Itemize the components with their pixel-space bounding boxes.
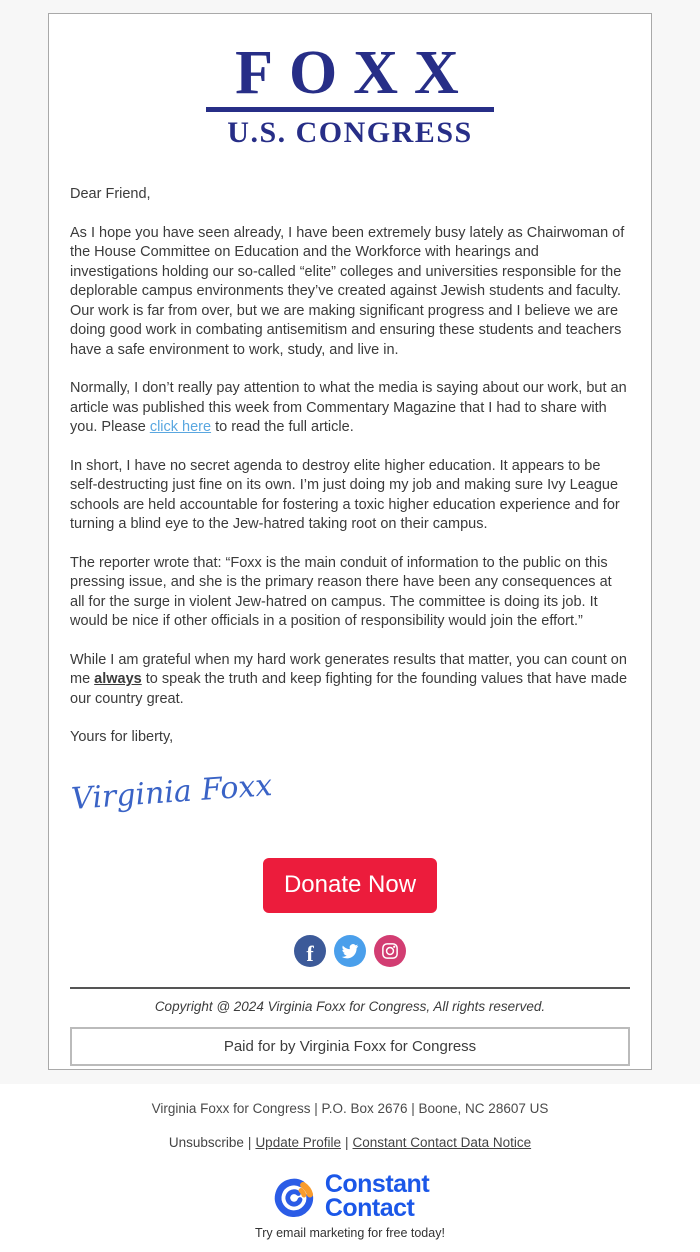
constant-contact-data-notice-link[interactable]: Constant Contact Data Notice [352,1134,532,1150]
email-card [48,13,652,1070]
link-separator: | [345,1134,349,1150]
paragraph-3: In short, I have no secret agenda to destroy elite higher education. It appears to be self-destructing just fine on its own. I’m just doing my job and making sure Ivy League schools are held accountable for fostering a toxic higher education experience and for turning a blind eye to the Jew-hatred taking root on their campus. [70,457,620,532]
update-profile-link[interactable]: Update Profile [255,1134,341,1150]
donate-row [70,858,630,913]
twitter-icon[interactable] [334,935,366,967]
paragraph-2-text: Normally, I don’t really pay attention to what the media is saying about our work, but an article was published this week from Commentary Magazine that I had to share with you. Please [70,380,627,435]
paid-for-box: Paid for by Virginia Foxx for Congress [70,1027,630,1066]
closing: Yours for liberty, [70,729,174,745]
link-separator: | [247,1134,252,1150]
logo-foxx-text: FOXX [235,39,475,107]
constant-contact-icon [271,1173,317,1219]
constant-contact-tagline[interactable]: Try email marketing for free today! [255,1225,445,1240]
facebook-icon[interactable]: f [294,935,326,967]
email-footer [0,1084,700,1252]
constant-contact-logo[interactable] [10,1169,690,1222]
letter-body [70,185,630,748]
donate-now-button[interactable]: Donate Now [263,858,437,913]
paragraph-5 [70,651,630,710]
cc-wordmark-line2: Contact [324,1193,415,1222]
footer-divider [70,987,630,989]
footer-address: Virginia Foxx for Congress | P.O. Box 2676 | Boone, NC 28607 US [151,1100,549,1116]
social-icons-row [70,935,630,967]
always-emphasis: always [94,671,142,687]
cc-wordmark-line1: Constant [324,1169,430,1198]
paragraph-2-text-after: to read the full article. [211,419,354,435]
unsubscribe-link[interactable]: Unsubscribe [168,1134,244,1150]
click-here-link[interactable]: click here [149,419,212,435]
paragraph-5-text-after: to speak the truth and keep fighting for the founding values that have made our country great. [70,671,628,707]
instagram-icon[interactable] [374,935,406,967]
signature [70,767,630,834]
campaign-logo [206,39,494,149]
constant-contact-wordmark [324,1169,430,1222]
paragraph-5-text: While I am grateful when my hard work generates results that matter, you can count on me [70,651,627,687]
logo-subtitle: U.S. CONGRESS [227,116,473,149]
signature-text: Virginia Foxx [70,767,274,817]
salutation: Dear Friend, [70,186,151,202]
paragraph-4: The reporter wrote that: “Foxx is the main conduit of information to the public on this pressing issue, and she is the primary reason there have been any consequences at all for the surge in violent Jew-hatred on campus. The committee is doing its job. It would be nice if other officials in a position of responsibility would join the effort.” [70,554,612,629]
footer-links [10,1135,690,1150]
logo-divider-rule [206,107,494,112]
paragraph-2 [70,379,630,438]
paragraph-1: As I hope you have seen already, I have been extremely busy lately as Chairwoman of the House Committee on Education and the Workforce with hearings and investigations holding our so-called “elite” colleges and universities responsible for the deplorable campus environments they’ve created against Jewish students and faculty. Our work is far from over, but we are making significant progress and I believe we are doing good work in combating antisemitism and ensuring these students and teachers have a safe environment to work, study, and live in. [70,224,625,358]
signature-image [70,767,300,829]
copyright-text: Copyright @ 2024 Virginia Foxx for Congress, All rights reserved. [154,998,546,1014]
